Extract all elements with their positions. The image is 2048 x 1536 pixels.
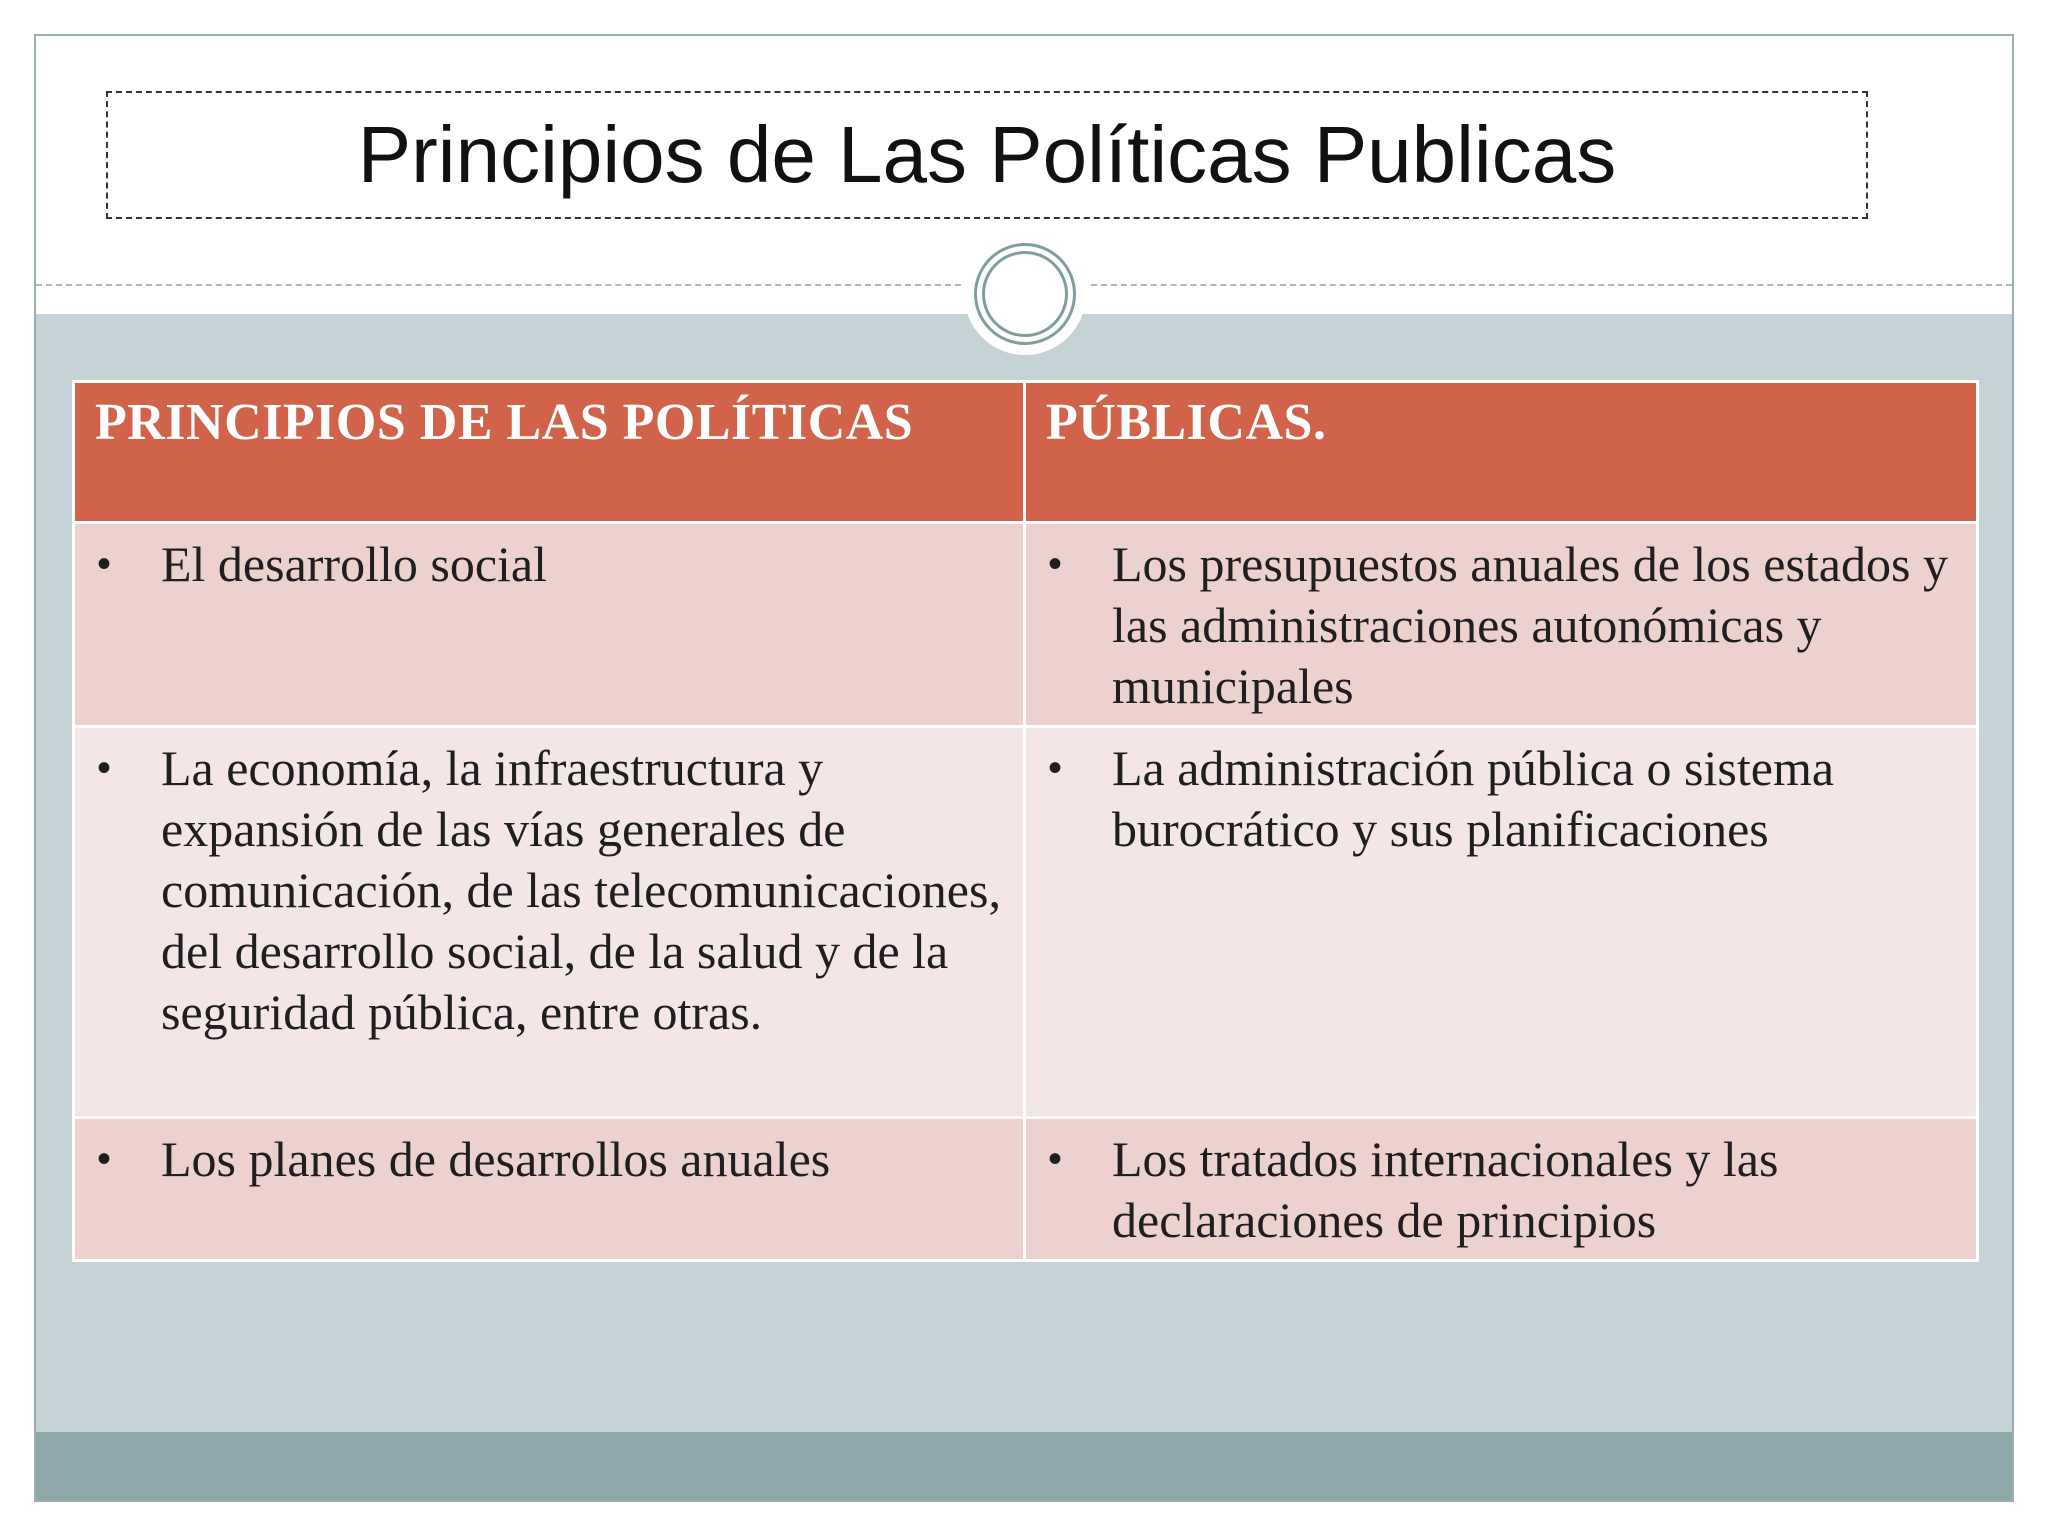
table-cell [1025, 727, 1978, 1118]
bullet-text: La administración pública o sistema burocrático y sus planificaciones [1112, 740, 1835, 857]
table-row [74, 523, 1978, 727]
footer-bar [36, 1432, 2012, 1502]
table-cell [1025, 523, 1978, 727]
slide [34, 34, 2014, 1502]
bullet-item [97, 738, 1013, 1043]
bullet-item [97, 534, 1013, 595]
principles-table [72, 380, 1979, 1262]
table-row [74, 727, 1978, 1118]
table-cell [74, 727, 1025, 1118]
table-header-cell: PRINCIPIOS DE LAS POLÍTICAS [74, 382, 1025, 523]
table-header-cell: PÚBLICAS. [1025, 382, 1978, 523]
table-cell [1025, 1118, 1978, 1261]
bullet-icon: • [97, 1137, 112, 1181]
bullet-icon: • [97, 542, 112, 586]
table-cell [74, 1118, 1025, 1261]
bullet-item [97, 1129, 1013, 1190]
bullet-item [1048, 534, 1966, 717]
bullet-text: Los planes de desarrollos anuales [161, 1131, 831, 1187]
bullet-item [1048, 738, 1966, 860]
bullet-icon: • [1048, 542, 1063, 586]
bullet-text: La economía, la infraestructura y expansión de las vías generales de comunicación, de las telecomunicaciones, del desarrollo social, de la salud y de la seguridad pública, entre otras. [161, 740, 1001, 1040]
divider-left [36, 284, 961, 286]
table-header-row [74, 382, 1978, 523]
title-box [106, 91, 1868, 219]
bullet-icon: • [1048, 746, 1063, 790]
bullet-text: El desarrollo social [161, 536, 547, 592]
table-row [74, 1118, 1978, 1261]
bullet-icon: • [1048, 1137, 1063, 1181]
circle-inner-icon [982, 251, 1068, 337]
bullet-item [1048, 1129, 1966, 1251]
table-cell [74, 523, 1025, 727]
bullet-text: Los presupuestos anuales de los estados y las administraciones autonómicas y municipales [1112, 536, 1948, 714]
divider-right [1091, 284, 2012, 286]
bullet-icon: • [97, 746, 112, 790]
slide-title: Principios de Las Políticas Publicas [357, 110, 1617, 199]
bullet-text: Los tratados internacionales y las declaraciones de principios [1112, 1131, 1779, 1248]
